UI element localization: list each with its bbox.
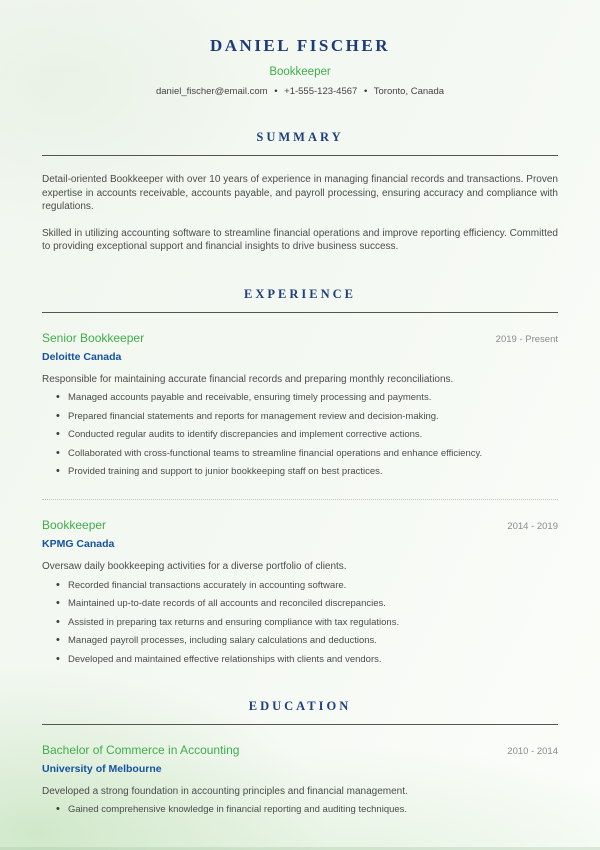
experience-section bbox=[42, 287, 558, 666]
job-description: Oversaw daily bookkeeping activities for a diverse portfolio of clients. bbox=[42, 561, 347, 572]
contact-separator-dot: • bbox=[363, 86, 368, 97]
school-name: University of Melbourne bbox=[42, 762, 162, 775]
job-bullet-list bbox=[42, 580, 558, 666]
contact-location: Toronto, Canada bbox=[373, 86, 445, 97]
job-title: Senior Bookkeeper bbox=[42, 330, 145, 345]
experience-entry bbox=[42, 518, 558, 666]
entry-header bbox=[42, 331, 558, 345]
entry-header bbox=[42, 518, 558, 532]
summary-paragraph: Skilled in utilizing accounting software to streamline financial operations and improve reporting efficiency. Committed to providing exceptional support and financial insights to drive business success. bbox=[42, 227, 558, 252]
candidate-name: DANIEL FISCHER bbox=[209, 36, 390, 55]
job-bullet: • Developed and maintained effective relationships with clients and vendors. bbox=[42, 654, 558, 666]
job-bullet: • Conducted regular audits to identify discrepancies and implement corrective actions. bbox=[42, 429, 558, 441]
job-description: Responsible for maintaining accurate financial records and preparing monthly reconciliations. bbox=[42, 373, 454, 385]
resume-header bbox=[42, 36, 558, 97]
entry-header bbox=[42, 743, 558, 757]
job-dates: 2019 - Present bbox=[495, 333, 558, 345]
experience-section-title: EXPERIENCE bbox=[244, 286, 356, 301]
education-bullet-list bbox=[42, 804, 558, 816]
job-dates: 2014 - 2019 bbox=[507, 521, 558, 532]
summary-section bbox=[42, 130, 558, 254]
job-title: Bookkeeper bbox=[42, 518, 107, 532]
summary-paragraph: Detail-oriented Bookkeeper with over 10 years of experience in managing financial records and transactions. Proven expertise in accounts receivable, accounts payable, and payroll processing, ensuring accuracy and compliance with regulations. bbox=[42, 174, 558, 212]
education-section bbox=[42, 699, 558, 817]
degree-title: Bachelor of Commerce in Accounting bbox=[42, 742, 240, 757]
experience-entry bbox=[42, 331, 558, 479]
contact-line bbox=[42, 86, 558, 97]
summary-section-title: SUMMARY bbox=[256, 130, 344, 144]
job-bullet: • Assisted in preparing tax returns and ensuring compliance with tax regulations. bbox=[42, 617, 558, 629]
education-bullet: • Gained comprehensive knowledge in financial reporting and auditing techniques. bbox=[42, 804, 558, 816]
job-bullet: • Collaborated with cross-functional teams to streamline financial operations and enhance efficiency. bbox=[42, 448, 558, 460]
job-bullet-list bbox=[42, 392, 558, 478]
job-bullet: • Managed accounts payable and receivable, ensuring timely processing and payments. bbox=[42, 392, 558, 404]
job-bullet: • Recorded financial transactions accurately in accounting software. bbox=[42, 580, 558, 592]
education-description: Developed a strong foundation in accounting principles and financial management. bbox=[42, 785, 408, 797]
education-entry bbox=[42, 743, 558, 817]
section-divider bbox=[42, 724, 558, 725]
job-bullet: • Prepared financial statements and reports for management review and decision-making. bbox=[42, 411, 558, 423]
company-name: KPMG Canada bbox=[42, 538, 115, 550]
job-bullet: • Maintained up-to-date records of all accounts and reconciled discrepancies. bbox=[42, 598, 558, 610]
contact-email: daniel_fischer@email.com bbox=[155, 86, 268, 97]
company-name: Deloitte Canada bbox=[42, 350, 122, 363]
candidate-role: Bookkeeper bbox=[269, 66, 331, 78]
section-divider bbox=[42, 312, 558, 313]
education-dates: 2010 - 2014 bbox=[507, 745, 558, 757]
job-bullet: • Managed payroll processes, including salary calculations and deductions. bbox=[42, 635, 558, 647]
job-bullet: • Provided training and support to junior bookkeeping staff on best practices. bbox=[42, 466, 558, 478]
contact-separator-dot: • bbox=[274, 86, 278, 97]
contact-phone: +1-555-123-4567 bbox=[284, 86, 358, 97]
section-divider bbox=[42, 155, 558, 156]
entry-divider bbox=[42, 499, 558, 500]
education-section-title: EDUCATION bbox=[248, 698, 352, 713]
